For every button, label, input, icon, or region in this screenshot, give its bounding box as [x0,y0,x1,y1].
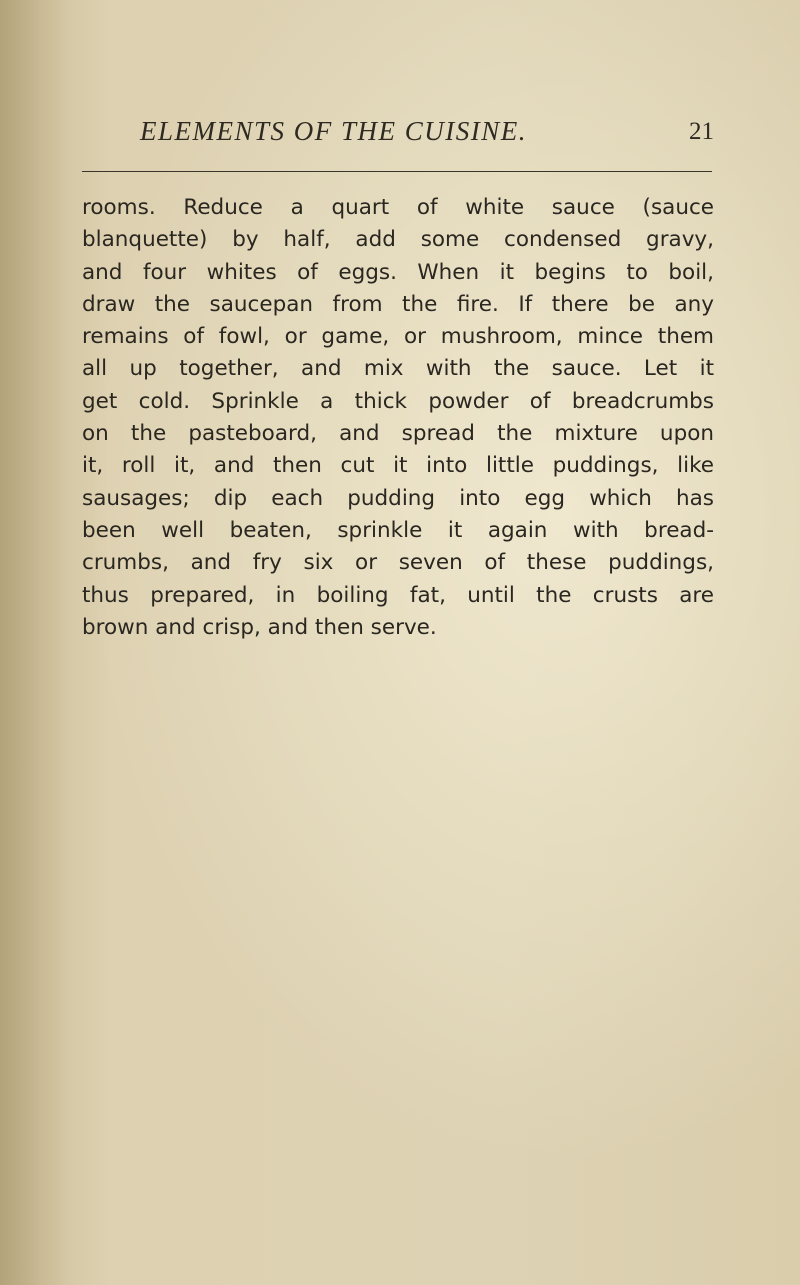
text-line: blanquette) by half, add some condensed gravy, [82,227,714,253]
text-line: it, roll it, and then cut it into little puddings, like [82,453,714,479]
text-line: rooms. Reduce a quart of white sauce (sauce [82,195,714,220]
text-line: crumbs, and fry six or seven of these puddings, [82,550,714,576]
text-line: on the pasteboard, and spread the mixture upon [82,421,714,447]
text-line: thus prepared, in boiling fat, until the crusts are [82,582,714,608]
text-line: get cold. Sprinkle a thick powder of breadcrumbs [82,388,714,414]
text-line: sausages; dip each pudding into egg which has [82,485,714,511]
text-line: and four whites of eggs. When it begins to boil, [82,259,714,285]
body-paragraph [82,192,714,644]
header-rule [82,171,712,172]
page-gutter-shadow [0,0,70,1285]
text-line: brown and crisp, and then serve. [82,614,437,640]
text-line: remains of fowl, or game, or mushroom, mince them [82,324,714,350]
text-line: all up together, and mix with the sauce. Let it [82,356,714,382]
text-line: been well beaten, sprinkle it again with bread- [82,517,714,543]
running-head-title: ELEMENTS OF THE CUISINE. [140,116,527,146]
running-head [82,108,712,168]
page-number: 21 [689,118,714,145]
text-line: draw the saucepan from the fire. If there be any [82,291,714,317]
